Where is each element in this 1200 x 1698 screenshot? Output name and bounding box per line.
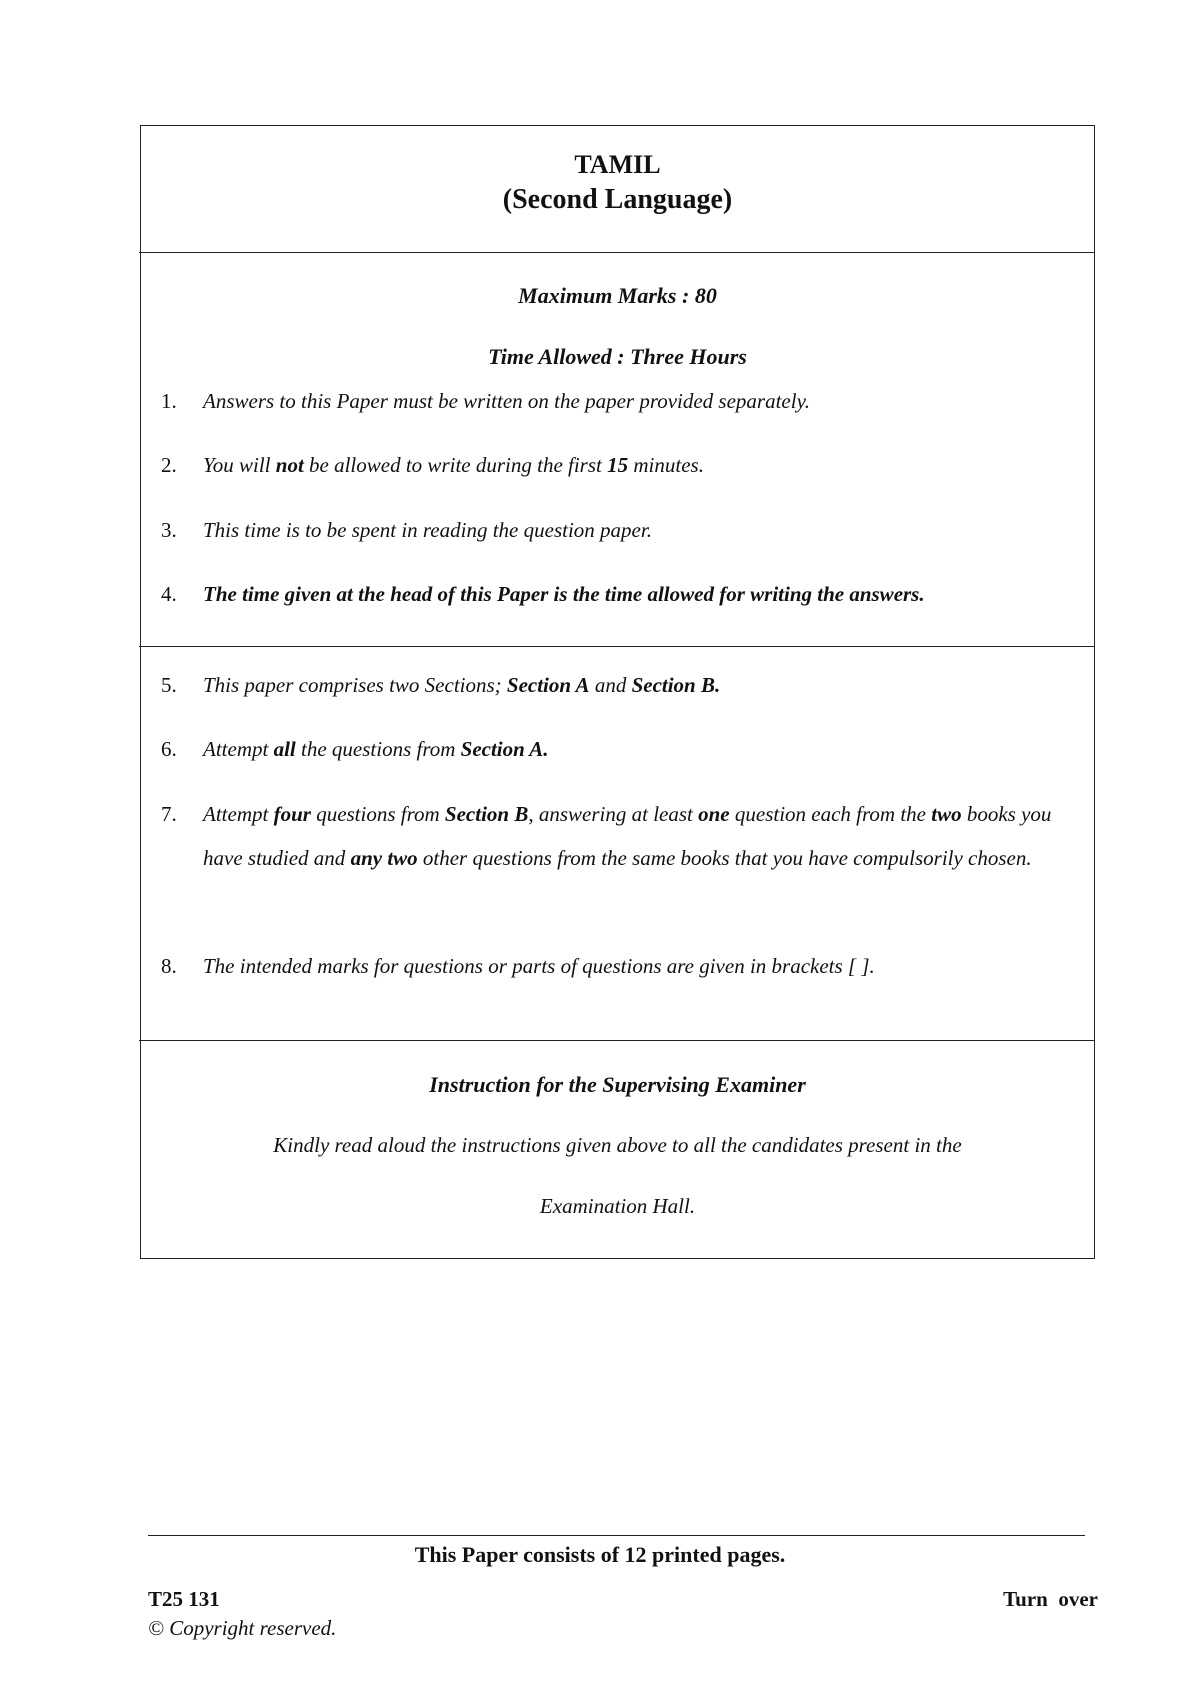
turn-over-note: Turn over (1003, 1587, 1098, 1611)
paper-code: T25 131 (148, 1587, 220, 1611)
instruction-segment: This paper comprises two Sections; (203, 673, 507, 697)
copyright-note: © Copyright reserved. (148, 1616, 337, 1640)
instruction-number: 5. (161, 673, 177, 697)
instruction-segment: be allowed to write during the first (303, 453, 608, 477)
instruction-number: 8. (161, 954, 177, 978)
instruction-segment: and (589, 673, 632, 697)
instruction-text (203, 663, 1054, 707)
instruction-segment: the questions from (295, 737, 461, 761)
instruction-emphasis: not (275, 453, 304, 477)
instruction-text (203, 792, 1054, 880)
instruction-emphasis: Section B (444, 802, 529, 826)
instruction-segment: minutes. (628, 453, 704, 477)
instruction-segment: questions from (310, 802, 445, 826)
footer-divider (148, 1535, 1085, 1536)
max-marks: Maximum Marks : 80 (518, 283, 717, 308)
divider-general (139, 646, 1094, 647)
instruction-number: 3. (161, 518, 177, 542)
instruction-segment: other questions from the same books that you have compulsorily chosen. (417, 846, 1032, 870)
instruction-segment: Attempt (203, 737, 274, 761)
supervisor-line-1: Kindly read aloud the instructions given above to all the candidates present in the (273, 1133, 962, 1157)
instruction-emphasis: Section A (506, 673, 590, 697)
instruction-number: 7. (161, 802, 177, 826)
instruction-segment: The intended marks for questions or parts of questions are given in brackets [ ]. (203, 954, 875, 978)
instruction-text (203, 727, 1054, 771)
instruction-segment: , answering at least (528, 802, 699, 826)
page-count-note: This Paper consists of 12 printed pages. (414, 1542, 786, 1567)
divider-header (139, 252, 1094, 253)
instruction-segment: books you have studied and (203, 802, 1052, 870)
instruction-text (203, 443, 1054, 487)
instruction-emphasis: Section B. (631, 673, 721, 697)
instruction-emphasis: 15 (607, 453, 629, 477)
instruction-number: 1. (161, 389, 177, 413)
instruction-emphasis: any two (350, 846, 418, 870)
instruction-number: 6. (161, 737, 177, 761)
instruction-emphasis: four (273, 802, 311, 826)
time-allowed: Time Allowed : Three Hours (488, 344, 747, 369)
instruction-text (203, 379, 1054, 423)
instruction-text (203, 572, 1054, 616)
instruction-emphasis: The time given at the head of this Paper is the time allowed for writing the answers. (203, 582, 925, 606)
instruction-segment: Answers to this Paper must be written on the paper provided separately. (203, 389, 811, 413)
supervisor-heading: Instruction for the Supervising Examiner (429, 1072, 806, 1097)
instructions-box (140, 125, 1095, 1259)
divider-supervisor (139, 1040, 1094, 1041)
instruction-number: 2. (161, 453, 177, 477)
instruction-emphasis: two (931, 802, 962, 826)
supervisor-line-2: Examination Hall. (539, 1194, 696, 1218)
subject-title: TAMIL (574, 150, 661, 179)
instruction-number: 4. (161, 582, 177, 606)
instruction-text (203, 508, 1054, 552)
instruction-segment: You will (203, 453, 276, 477)
instruction-segment: This time is to be spent in reading the question paper. (203, 518, 652, 542)
instruction-segment: question each from the (729, 802, 932, 826)
instruction-text (203, 944, 1054, 988)
instruction-emphasis: one (698, 802, 730, 826)
instruction-segment: Attempt (203, 802, 274, 826)
instruction-emphasis: all (273, 737, 296, 761)
instruction-emphasis: Section A. (460, 737, 549, 761)
subject-subtitle: (Second Language) (502, 184, 733, 215)
